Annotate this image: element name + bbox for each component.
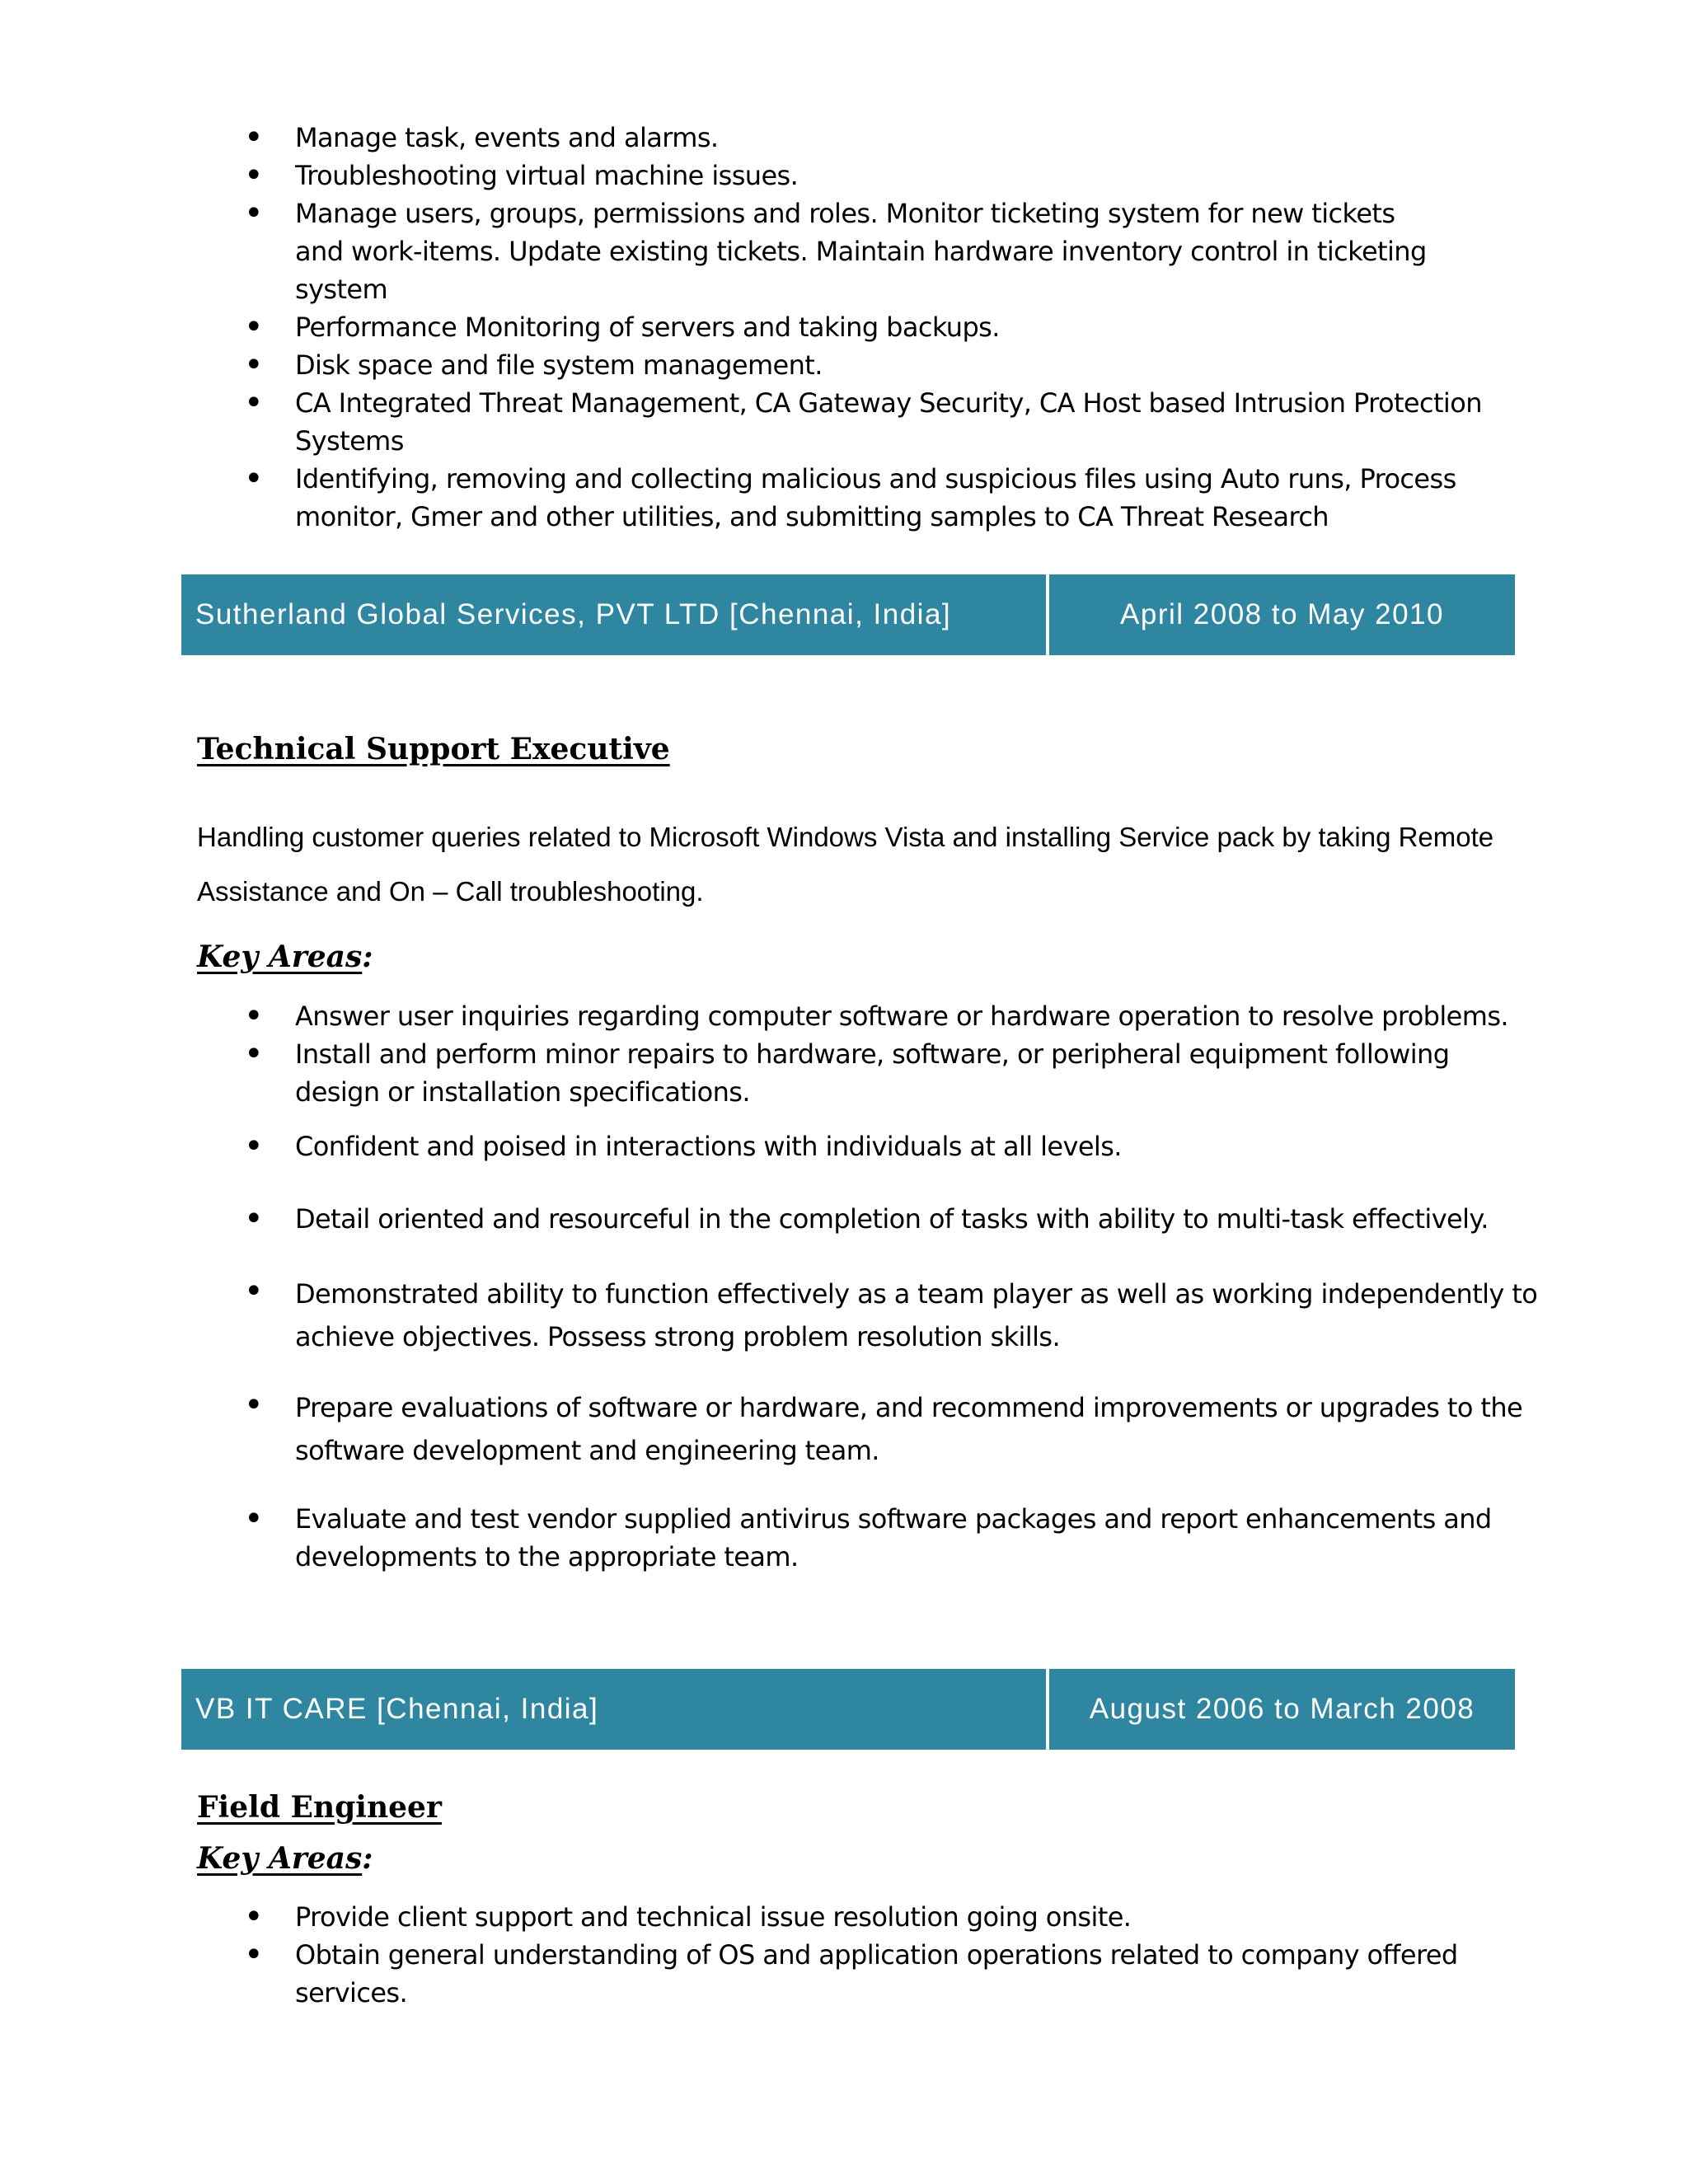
company-name: Sutherland Global Services, PVT LTD [Chennai, India] — [181, 574, 1049, 655]
technical-support-key-areas — [181, 997, 1541, 1576]
field-engineer-key-areas — [181, 1898, 1541, 2012]
key-areas-colon: : — [362, 1841, 373, 1876]
list-item: • Manage task, events and alarms. — [181, 119, 1541, 157]
list-item: • Troubleshooting virtual machine issues. — [181, 157, 1541, 194]
job-title-technical-support-executive: Technical Support Executive — [197, 732, 670, 766]
list-item: • Evaluate and test vendor supplied antivirus software packages and report enhancements and developments to the appropriate team. — [181, 1500, 1541, 1576]
job-header-bar-sutherland — [181, 574, 1515, 655]
key-areas-label: Key Areas — [197, 1841, 363, 1876]
list-item: • Manage users, groups, permissions and roles. Monitor ticketing system for new tickets and work-items. Update existing tickets. Maintain hardware inventory control in ticketing system — [181, 194, 1441, 308]
key-areas-colon: : — [362, 940, 373, 974]
previous-job-bullets — [181, 119, 1541, 536]
job-summary: Handling customer queries related to Microsoft Windows Vista and installing Service pack by taking Remote Assistance and On – Call troubleshooting. — [197, 822, 1494, 907]
key-areas-heading — [197, 940, 373, 974]
list-item: • Identifying, removing and collecting malicious and suspicious files using Auto runs, Process monitor, Gmer and other utilities, and submitting samples to CA Threat Research — [181, 460, 1541, 536]
list-item: • Demonstrated ability to function effectively as a team player as well as working independently to achieve objectives. Possess strong problem resolution skills. — [181, 1272, 1541, 1358]
list-item: • Install and perform minor repairs to hardware, software, or peripheral equipment following design or installation specifications. — [181, 1035, 1541, 1111]
list-item: • Disk space and file system management. — [181, 346, 1541, 384]
key-areas-label: Key Areas — [197, 940, 363, 974]
list-item: • Detail oriented and resourceful in the completion of tasks with ability to multi-task effectively. — [181, 1200, 1541, 1238]
company-name: VB IT CARE [Chennai, India] — [181, 1669, 1049, 1750]
list-item: • Obtain general understanding of OS and application operations related to company offered services. — [181, 1936, 1541, 2012]
list-item: • Prepare evaluations of software or hardware, and recommend improvements or upgrades to the software development and engineering team. — [181, 1386, 1541, 1472]
employment-dates: August 2006 to March 2008 — [1089, 1693, 1475, 1725]
list-item: • Performance Monitoring of servers and taking backups. — [181, 308, 1541, 346]
list-item: • Provide client support and technical issue resolution going onsite. — [181, 1898, 1541, 1936]
job-header-bar-vb-it-care — [181, 1669, 1515, 1750]
employment-dates: April 2008 to May 2010 — [1120, 598, 1444, 630]
list-item: • Confident and poised in interactions with individuals at all levels. — [181, 1127, 1541, 1165]
job-title-field-engineer: Field Engineer — [197, 1790, 442, 1825]
key-areas-heading — [197, 1841, 373, 1876]
list-item: • Answer user inquiries regarding computer software or hardware operation to resolve problems. — [181, 997, 1541, 1035]
list-item: • CA Integrated Threat Management, CA Gateway Security, CA Host based Intrusion Protection Systems — [181, 384, 1541, 460]
